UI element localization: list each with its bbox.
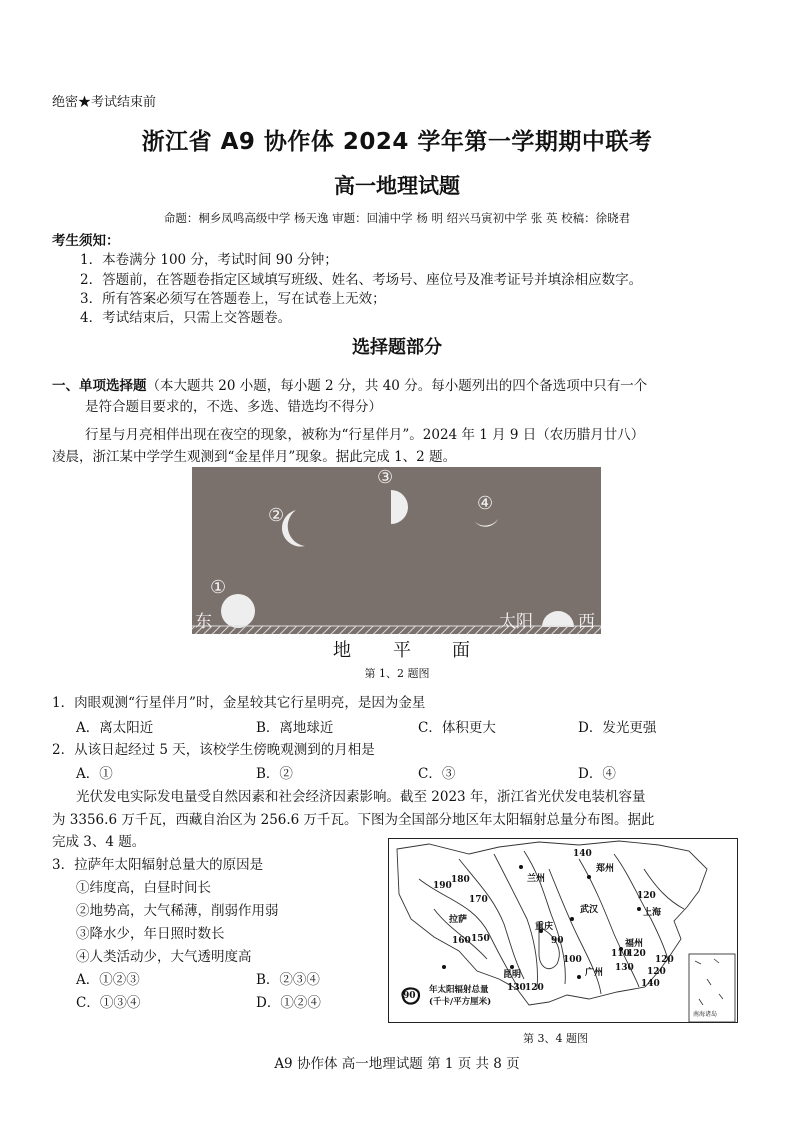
passage-line: 光伏发电实际发电量受自然因素和社会经济因素影响。截至 2023 年，浙江省光伏发电装机容量 <box>76 789 646 805</box>
option-a[interactable]: A．离太阳近 <box>76 720 154 736</box>
city-dot <box>519 865 523 869</box>
city-dot <box>577 975 581 979</box>
ground-label-3: 面 <box>452 640 470 661</box>
map-label: 130 <box>507 983 526 993</box>
map-label: 100 <box>563 955 582 965</box>
map-caption: 第 3、4 题图 <box>523 1032 588 1045</box>
option-c[interactable]: C．体积更大 <box>418 720 496 736</box>
west-label: 西 <box>578 612 595 632</box>
notice-heading: 考生须知： <box>52 233 120 249</box>
map-label: 140 <box>641 979 660 989</box>
moon-label-4: ④ <box>477 493 494 514</box>
question-stem: 3．拉萨年太阳辐射总量大的原因是 <box>52 857 264 873</box>
solar-radiation-map <box>388 838 738 1023</box>
map-label: 昆明 <box>503 970 522 980</box>
moon-label-3: ③ <box>377 467 394 488</box>
figure-caption: 第 1、2 题图 <box>364 667 430 680</box>
option-d[interactable]: D．①②④ <box>256 995 321 1011</box>
map-label: 120 <box>525 983 544 993</box>
part-heading <box>52 374 647 394</box>
map-label: 福州 <box>625 939 644 949</box>
question-stem: 1．肉眼观测“行星伴月”时，金星较其它行星明亮，是因为金星 <box>52 695 426 711</box>
part-label: 一、单项选择题 <box>52 378 147 394</box>
notice-item: 1．本卷满分 100 分，考试时间 90 分钟； <box>80 252 338 268</box>
legend-title: 年太阳辐射总量 <box>429 985 489 995</box>
east-label: 东 <box>195 612 212 632</box>
map-label: 广州 <box>585 968 604 978</box>
option-b[interactable]: B．② <box>256 766 293 782</box>
map-label: 110 <box>611 949 630 959</box>
map-label: 140 <box>573 849 592 859</box>
moon-phase-4 <box>475 519 498 527</box>
section-title: 选择题部分 <box>352 337 442 358</box>
moon-phase-3 <box>391 490 408 524</box>
map-label: 拉萨 <box>449 915 468 925</box>
venus-moon-figure <box>192 467 601 634</box>
option-a[interactable]: A．①②③ <box>76 972 140 988</box>
exam-subtitle: 高一地理试题 <box>334 174 460 198</box>
city-dot <box>587 875 591 879</box>
map-label: 130 <box>615 963 634 973</box>
legend-value: 90 <box>403 991 416 1001</box>
map-label: 120 <box>637 891 656 901</box>
inset-label: 南海诸岛 <box>693 1011 718 1018</box>
passage-line: 完成 3、4 题。 <box>52 834 146 850</box>
option-a[interactable]: A．① <box>76 766 113 782</box>
city-dot <box>637 907 641 911</box>
passage-line: 凌晨，浙江某中学学生观测到“金星伴月”现象。据此完成 1、2 题。 <box>52 449 457 465</box>
part-description-cont: 是符合题目要求的，不选、多选、错选均不得分） <box>85 399 382 415</box>
map-label: 170 <box>469 895 488 905</box>
ground-label-1: 地 <box>333 640 351 661</box>
page-footer: A9 协作体 高一地理试题 第 1 页 共 8 页 <box>274 1056 520 1072</box>
option-d[interactable]: D．发光更强 <box>578 720 657 736</box>
option-c[interactable]: C．①③④ <box>76 995 141 1011</box>
notice-item: 4．考试结束后，只需上交答题卷。 <box>80 310 292 326</box>
legend-unit: (千卡/平方厘米) <box>429 997 492 1007</box>
option-b[interactable]: B．离地球近 <box>256 720 334 736</box>
reason-item: ②地势高，大气稀薄，削弱作用弱 <box>76 903 279 919</box>
part-description: （本大题共 20 小题，每小题 2 分，共 40 分。每小题列出的四个备选项中只有一个 <box>146 378 648 394</box>
moon-label-2: ② <box>268 505 285 526</box>
ground-hatch <box>192 626 601 634</box>
map-label: 重庆 <box>535 922 554 932</box>
map-label: 120 <box>627 949 646 959</box>
credits: 命题：桐乡凤鸣高级中学 杨天逸 审题：回浦中学 杨 明 绍兴马寅初中学 张 英 校稿：徐晓君 <box>163 211 631 225</box>
city-dot <box>442 965 446 969</box>
city-dot <box>570 917 574 921</box>
option-c[interactable]: C．③ <box>418 766 456 782</box>
map-label: 180 <box>451 875 470 885</box>
map-label: 兰州 <box>527 874 546 884</box>
moon-phase-2 <box>282 510 305 547</box>
passage-line: 为 3356.6 万千瓦，西藏自治区为 256.6 万千瓦。下图为全国部分地区年太阳辐射总量分布图。据此 <box>52 812 655 828</box>
option-d[interactable]: D．④ <box>578 766 616 782</box>
option-b[interactable]: B．②③④ <box>256 972 320 988</box>
map-label: 郑州 <box>596 864 615 874</box>
reason-item: ①纬度高，白昼时间长 <box>76 880 211 896</box>
map-label: 90 <box>551 936 564 946</box>
question-stem: 2．从该日起经过 5 天，该校学生傍晚观测到的月相是 <box>52 742 375 758</box>
reason-item: ③降水少，年日照时数长 <box>76 926 225 942</box>
map-label: 160 <box>452 936 471 946</box>
moon-phase-1 <box>221 594 255 628</box>
map-label: 190 <box>433 881 452 891</box>
sun-label: 太阳 <box>499 612 533 632</box>
exam-title: 浙江省 A9 协作体 2024 学年第一学期期中联考 <box>141 129 653 155</box>
moon-label-1: ① <box>210 577 227 598</box>
notice-item: 2．答题前，在答题卷指定区域填写班级、姓名、考场号、座位号及准考证号并填涂相应数字。 <box>80 272 643 288</box>
confidential-mark: 绝密★考试结束前 <box>52 95 157 110</box>
map-label: 上海 <box>643 908 662 918</box>
reason-item: ④人类活动少，大气透明度高 <box>76 949 252 965</box>
map-label: 武汉 <box>580 905 599 915</box>
sky-diagram <box>192 467 601 634</box>
map-label: 120 <box>647 967 666 977</box>
sun-shape <box>542 611 574 627</box>
map-label: 120 <box>655 955 674 965</box>
notice-item: 3．所有答案必须写在答题卷上，写在试卷上无效； <box>80 291 386 307</box>
passage-line: 行星与月亮相伴出现在夜空的现象，被称为“行星伴月”。2024 年 1 月 9 日（农历腊月廿八） <box>85 427 645 443</box>
ground-label-2: 平 <box>393 640 411 661</box>
map-label: 150 <box>471 934 490 944</box>
